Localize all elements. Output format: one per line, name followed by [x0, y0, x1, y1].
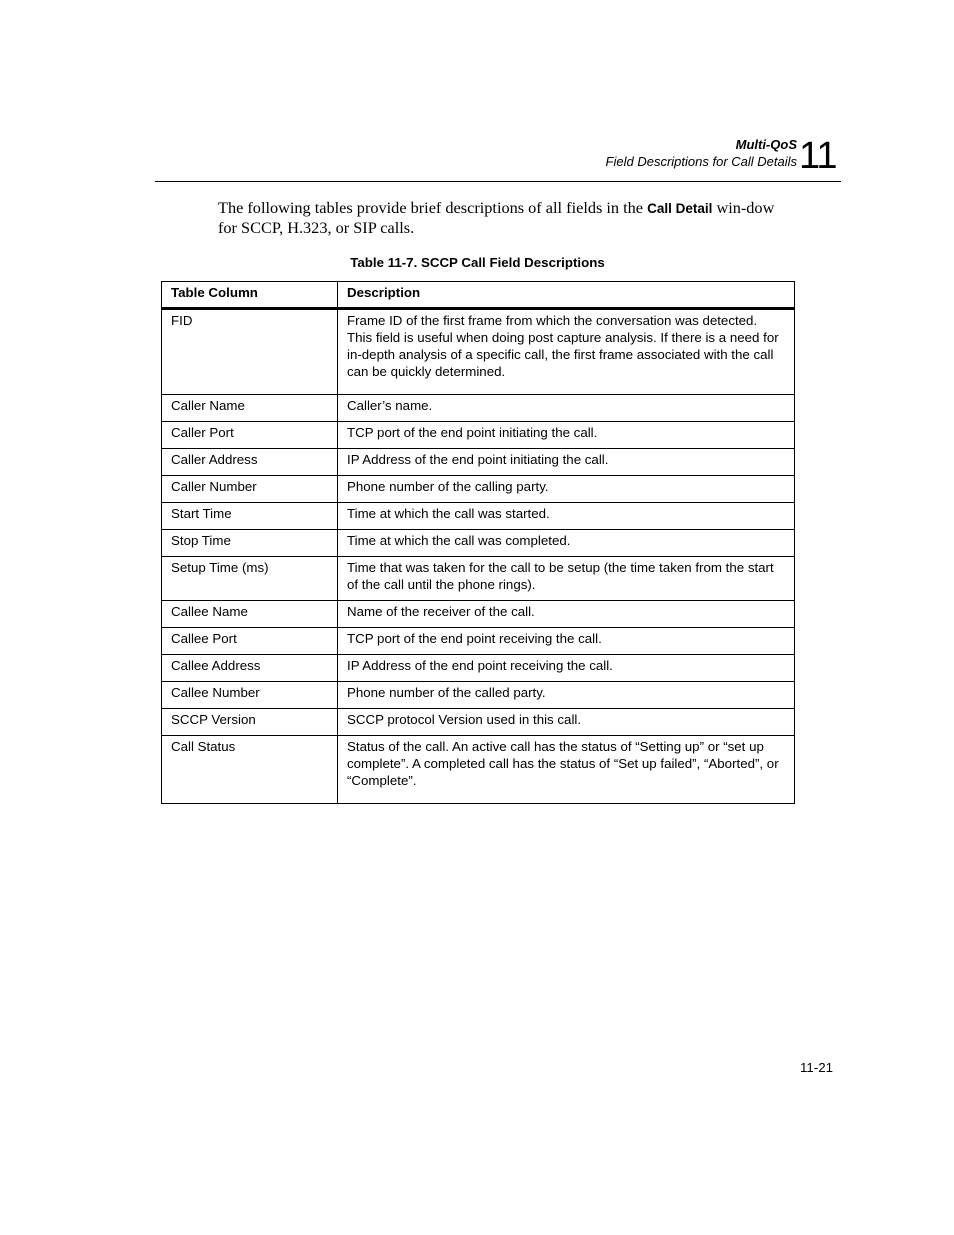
- field-description-cell: IP Address of the end point receiving the call.: [338, 655, 795, 682]
- table-row: [162, 395, 795, 422]
- table-row: [162, 530, 795, 557]
- field-description-cell: IP Address of the end point initiating the call.: [338, 449, 795, 476]
- column-header: Table Column: [162, 282, 338, 309]
- header-subsection-title: Field Descriptions for Call Details: [605, 154, 797, 169]
- header-divider: [155, 181, 841, 182]
- running-header: [606, 136, 797, 171]
- field-description-cell: TCP port of the end point initiating the call.: [338, 422, 795, 449]
- chapter-number: 11: [799, 135, 837, 177]
- table-row: [162, 503, 795, 530]
- field-name-cell: Stop Time: [162, 530, 338, 557]
- page-number: 11-21: [799, 1060, 833, 1075]
- table-row: [162, 449, 795, 476]
- header-section-title: Multi-QoS: [735, 137, 797, 152]
- field-description-cell: SCCP protocol Version used in this call.: [338, 709, 795, 736]
- field-description-cell: Time at which the call was started.: [338, 503, 795, 530]
- field-name-cell: Callee Port: [162, 628, 338, 655]
- table-caption: Table 11-7. SCCP Call Field Descriptions: [350, 255, 605, 270]
- field-name-cell: Caller Address: [162, 449, 338, 476]
- table-row: [162, 557, 795, 601]
- table-row: [162, 736, 795, 804]
- table-row: [162, 709, 795, 736]
- field-description-cell: Caller’s name.: [338, 395, 795, 422]
- field-name-cell: Start Time: [162, 503, 338, 530]
- field-name-cell: Caller Number: [162, 476, 338, 503]
- table-row: [162, 628, 795, 655]
- table-row: [162, 309, 795, 395]
- field-description-cell: Phone number of the called party.: [338, 682, 795, 709]
- field-description-cell: Time that was taken for the call to be setup (the time taken from the start of the call until the phone rings).: [338, 557, 795, 601]
- table-header-row: [162, 282, 795, 309]
- table-row: [162, 655, 795, 682]
- table-row: [162, 422, 795, 449]
- field-description-cell: Phone number of the calling party.: [338, 476, 795, 503]
- field-name-cell: Caller Name: [162, 395, 338, 422]
- field-name-cell: Setup Time (ms): [162, 557, 338, 601]
- column-header: Description: [338, 282, 795, 309]
- field-name-cell: Call Status: [162, 736, 338, 804]
- field-name-cell: FID: [162, 309, 338, 395]
- intro-ui-term: Call Detail: [647, 201, 713, 216]
- field-description-cell: Name of the receiver of the call.: [338, 601, 795, 628]
- field-description-cell: Time at which the call was completed.: [338, 530, 795, 557]
- field-descriptions-table: [161, 281, 795, 804]
- field-description-cell: Status of the call. An active call has the status of “Setting up” or “set up complete”. A completed call has the status of “Set up failed”, “Aborted”, or “Complete”.: [338, 736, 795, 804]
- table-row: [162, 682, 795, 709]
- intro-text-after: win-dow for SCCP, H.323, or SIP calls.: [218, 198, 775, 237]
- table-row: [162, 476, 795, 503]
- field-description-cell: TCP port of the end point receiving the call.: [338, 628, 795, 655]
- field-name-cell: SCCP Version: [162, 709, 338, 736]
- intro-text-before: The following tables provide brief descriptions of all fields in the: [218, 198, 648, 217]
- table-row: [162, 601, 795, 628]
- field-name-cell: Callee Number: [162, 682, 338, 709]
- field-description-cell: Frame ID of the first frame from which the conversation was detected. This field is useful when doing post capture analysis. If there is a need for in-depth analysis of a specific call, the first frame associated with the call can be quickly determined.: [338, 309, 795, 395]
- field-name-cell: Callee Name: [162, 601, 338, 628]
- field-name-cell: Caller Port: [162, 422, 338, 449]
- field-name-cell: Callee Address: [162, 655, 338, 682]
- intro-paragraph: [218, 198, 783, 237]
